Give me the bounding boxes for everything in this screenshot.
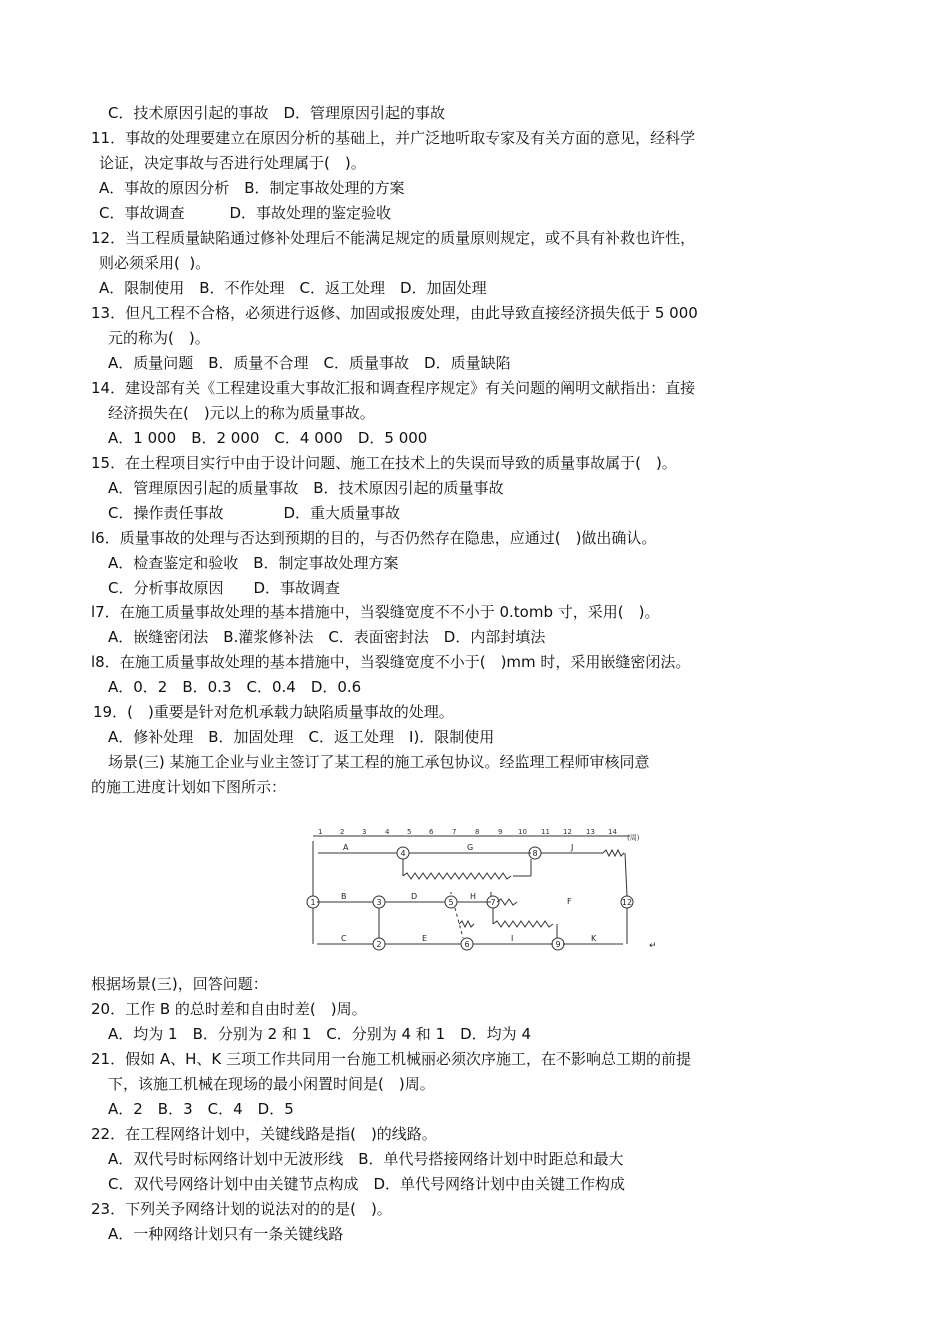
scale-tick: 13 — [586, 828, 595, 836]
question-22: 22．在工程网络计划中，关键线路是指( )的线路。 — [91, 1125, 437, 1143]
activity-label: C — [341, 934, 347, 943]
node-label: 7 — [490, 898, 496, 907]
question-11: 11．事故的处理要建立在原因分析的基础上，并广泛地听取专家及有关方面的意见，经科学 — [91, 129, 696, 147]
question-14: 14．建设部有关《工程建设重大事故汇报和调查程序规定》有关问题的阐明文献指出：直接 — [91, 379, 696, 397]
question-21-cont: 下，该施工机械在现场的最小闲置时间是( )周。 — [108, 1075, 435, 1093]
node-label: 2 — [376, 940, 382, 949]
node-label: 5 — [448, 898, 454, 907]
question-18: l8．在施工质量事故处理的基本措施中，当裂缝宽度不小于( )mm 时，采用嵌缝密闭法。 — [91, 653, 691, 671]
option-line: A．检查鉴定和验收 B．制定事故处理方案 — [108, 554, 399, 572]
option-line: C．操作责任事故 D．重大质量事故 — [108, 504, 401, 522]
scale-tick: 14 — [608, 828, 617, 836]
option-line: A．修补处理 B．加固处理 C．返工处理 I)．限制使用 — [108, 728, 495, 746]
question-23: 23．下列关予网络计划的说法对的的是( )。 — [91, 1200, 392, 1218]
option-line: A．嵌缝密闭法 B.灌浆修补法 C．表面密封法 D．内部封填法 — [108, 628, 546, 646]
option-line: A．限制使用 B．不作处理 C．返工处理 D．加固处理 — [99, 279, 487, 297]
scale-tick: 10 — [518, 828, 527, 836]
question-19: 19．( )重要是针对危机承载力缺陷质量事故的处理。 — [93, 703, 454, 721]
option-line: C．事故调查 D．事故处理的鉴定验收 — [99, 204, 392, 222]
activity-label: D — [411, 892, 418, 901]
question-13-cont: 元的称为( )。 — [108, 329, 210, 347]
option-line: A．2 B．3 C．4 D．5 — [108, 1100, 294, 1118]
option-line: C．分析事故原因 D．事故调查 — [108, 579, 341, 597]
question-17: l7．在施工质量事故处理的基本措施中，当裂缝宽度不不小于 0.tomb 寸，采用( )。 — [91, 603, 660, 621]
activity-label: I — [511, 934, 514, 943]
scenario-3-prompt: 根据场景(三)，回答问题： — [91, 975, 268, 993]
activity-label: E — [422, 934, 428, 943]
question-14-cont: 经济损失在( )元以上的称为质量事故。 — [108, 404, 375, 422]
activity-label: K — [591, 934, 597, 943]
option-line: A．质量问题 B．质量不合理 C．质量事故 D．质量缺陷 — [108, 354, 511, 372]
scale-tick: 8 — [475, 828, 480, 836]
question-20: 20．工作 B 的总时差和自由时差( )周。 — [91, 1000, 367, 1018]
scale-tick: 5 — [407, 828, 412, 836]
node-label: 12 — [621, 898, 633, 907]
option-line: A．1 000 B．2 000 C．4 000 D．5 000 — [108, 429, 428, 447]
question-16: l6．质量事故的处理与否达到预期的目的，与否仍然存在隐患，应通过( )做出确认。 — [91, 529, 657, 547]
question-12-cont: 则必须采用( )。 — [99, 254, 211, 272]
return-mark: ↵ — [649, 941, 657, 951]
option-line: C．双代号网络计划中由关键节点构成 D．单代号网络计划中由关键工作构成 — [108, 1175, 626, 1193]
scenario-3-cont: 的施工进度计划如下图所示： — [91, 778, 287, 796]
option-line: A．管理原因引起的质量事故 B．技术原因引起的质量事故 — [108, 479, 504, 497]
scale-tick: 1 — [318, 828, 323, 836]
scale-tick: 3 — [362, 828, 367, 836]
option-line: A．均为 1 B．分别为 2 和 1 C．分别为 4 和 1 D．均为 4 — [108, 1025, 531, 1043]
activity-label: J — [571, 843, 574, 852]
option-line: A．一种网络计划只有一条关键线路 — [108, 1225, 344, 1243]
scale-tick: 2 — [340, 828, 345, 836]
scale-tick: 7 — [452, 828, 457, 836]
option-line: C．技术原因引起的事故 D．管理原因引起的事故 — [108, 104, 446, 122]
node-label: 6 — [464, 940, 470, 949]
question-21: 21．假如 A、H、K 三项工作共同用一台施工机械丽必须次序施工，在不影响总工期的前提 — [91, 1050, 692, 1068]
activity-label: G — [467, 843, 474, 852]
scale-tick: 9 — [498, 828, 503, 836]
scale-unit: (周) — [627, 834, 640, 842]
option-line: A．双代号时标网络计划中无波形线 B．单代号搭接网络计划中时距总和最大 — [108, 1150, 624, 1168]
scale-tick: 4 — [385, 828, 390, 836]
question-15: 15．在土程项目实行中由于设计问题、施工在技术上的失误而导致的质量事故属于( )。 — [91, 454, 677, 472]
node-label: 8 — [532, 849, 538, 858]
node-label: 3 — [376, 898, 382, 907]
option-line: A．事故的原因分析 B．制定事故处理的方案 — [99, 179, 405, 197]
question-13: 13．但凡工程不合格，必须进行返修、加固或报废处理，由此导致直接经济损失低于 5 000 — [91, 304, 698, 322]
node-label: 4 — [400, 849, 406, 858]
scenario-3: 场景(三) 某施工企业与业主签订了某工程的施工承包协议。经监理工程师审核同意 — [108, 753, 650, 771]
question-11-cont: 论证，决定事故与否进行处理属于( )。 — [99, 154, 366, 172]
network-diagram — [305, 828, 665, 956]
activity-label: H — [470, 892, 477, 901]
activity-label: A — [343, 843, 349, 852]
scale-tick: 11 — [541, 828, 550, 836]
node-label: 1 — [310, 898, 316, 907]
scale-tick: 12 — [563, 828, 572, 836]
scale-tick: 6 — [429, 828, 434, 836]
activity-label: B — [341, 892, 347, 901]
question-12: 12．当工程质量缺陷通过修补处理后不能满足规定的质量原则规定，或不具有补救也许性， — [91, 229, 696, 247]
activity-label: F — [567, 897, 572, 906]
option-line: A．0．2 B．0.3 C．0.4 D．0.6 — [108, 678, 362, 696]
node-label: 9 — [555, 940, 561, 949]
